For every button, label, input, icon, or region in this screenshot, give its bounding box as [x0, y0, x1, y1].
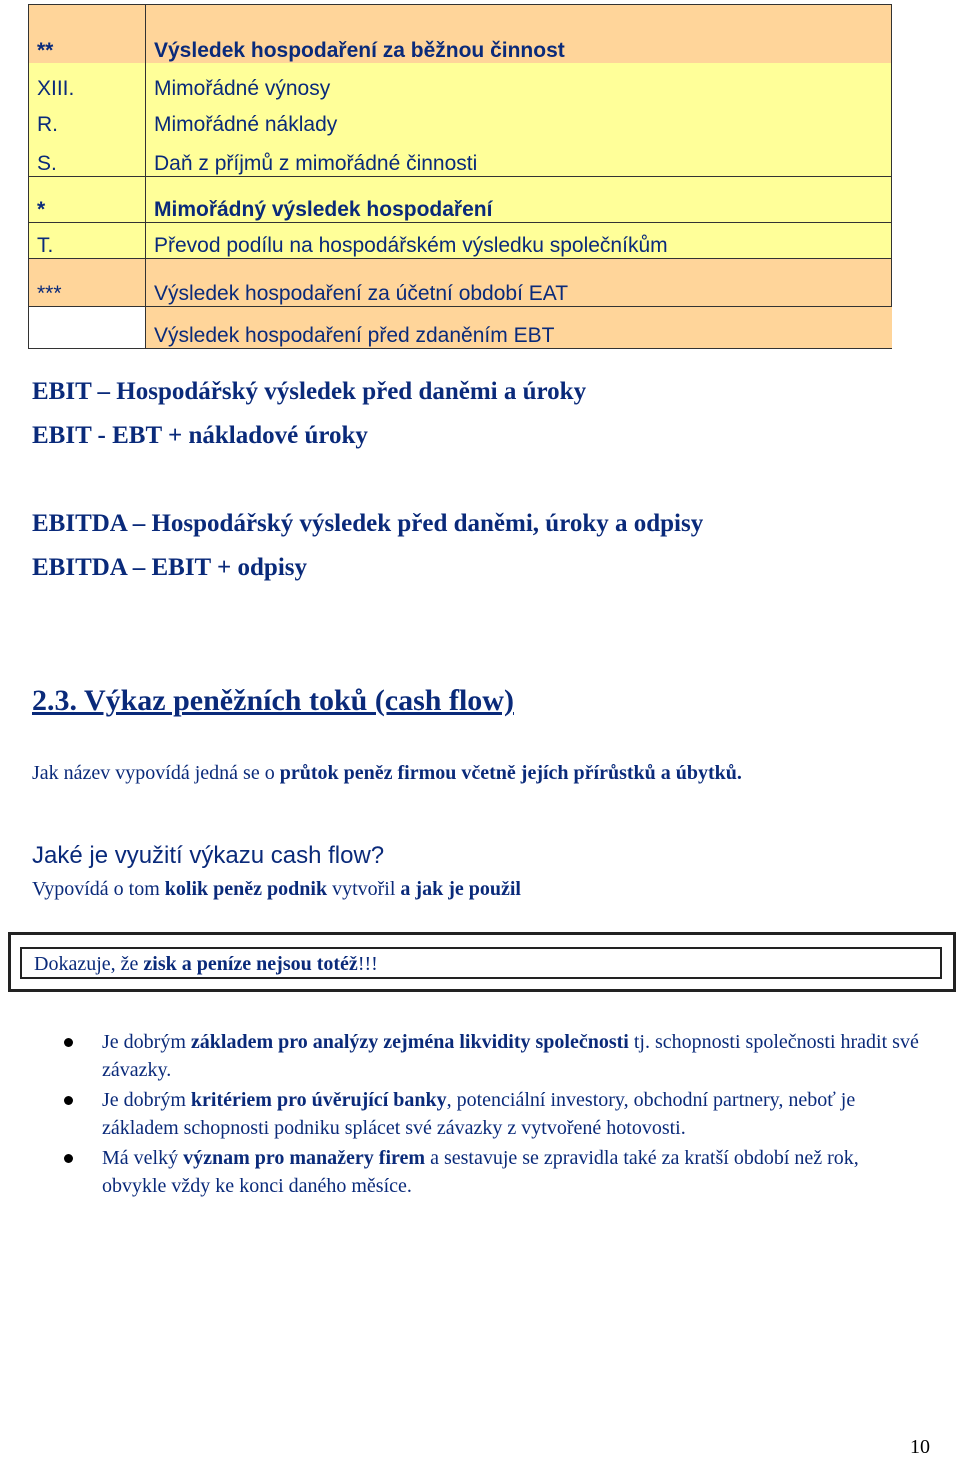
highlight-box-inner — [20, 947, 942, 979]
table-row — [29, 63, 892, 101]
item-bold: kritériem pro úvěrující banky — [190, 1089, 447, 1111]
highlight-plain: Dokazuje, že — [34, 953, 144, 975]
bullet-icon — [64, 1096, 73, 1105]
answer-text: vytvořil — [327, 878, 401, 900]
ebitda-definition: EBITDA – Hospodářský výsledek před daněmi, úroky a odpisy — [32, 510, 704, 537]
answer-text: Vypovídá o tom — [32, 878, 165, 900]
income-statement-table — [28, 4, 892, 349]
bullet-icon — [64, 1154, 73, 1163]
row-label: Mimořádné náklady — [146, 101, 892, 137]
bullet-icon — [64, 1038, 73, 1047]
row-label: Mimořádný výsledek hospodaření — [146, 177, 892, 223]
item-text: , potenciální investory, obchodní partnery, neboť je základem schopnosti podniku splácet své závazky z vytvořené hotovosti. — [102, 1089, 856, 1139]
table-row — [29, 177, 892, 223]
row-code — [29, 307, 146, 349]
answer-bold: kolik peněz podnik — [164, 878, 328, 900]
table-row — [29, 223, 892, 259]
intro-bold: průtok peněz firmou včetně jejích přírůstků a úbytků. — [279, 762, 742, 784]
table-row — [29, 259, 892, 307]
list-item — [62, 1144, 922, 1200]
answer-paragraph — [32, 878, 521, 901]
row-code: ** — [29, 5, 146, 63]
item-bold: základem pro analýzy zejména likvidity společnosti — [190, 1031, 629, 1053]
list-item — [62, 1028, 922, 1084]
table-row — [29, 307, 892, 349]
row-label: Výsledek hospodaření za účetní období EAT — [146, 259, 892, 307]
question-heading: Jaké je využití výkazu cash flow? — [32, 842, 385, 869]
row-label: Mimořádné výnosy — [146, 63, 892, 101]
row-code: XIII. — [29, 63, 146, 101]
row-code: T. — [29, 223, 146, 259]
ebit-definition: EBIT – Hospodářský výsledek před daněmi a úroky — [32, 378, 587, 405]
row-code: S. — [29, 137, 146, 177]
intro-paragraph — [32, 762, 742, 785]
list-item — [62, 1086, 922, 1142]
item-text: Má velký — [102, 1147, 184, 1169]
item-text: tj. schopnosti společnosti hradit své závazky. — [102, 1031, 919, 1081]
row-code: R. — [29, 101, 146, 137]
section-heading: 2.3. Výkaz peněžních toků (cash flow) — [32, 684, 514, 717]
row-label: Daň z příjmů z mimořádné činnosti — [146, 137, 892, 177]
highlight-text — [34, 953, 378, 976]
answer-bold: a jak je použil — [400, 878, 521, 900]
table-row — [29, 5, 892, 63]
item-text: Je dobrým — [102, 1089, 191, 1111]
item-text: Je dobrým — [102, 1031, 191, 1053]
row-label: Převod podílu na hospodářském výsledku společníkům — [146, 223, 892, 259]
highlight-box — [8, 932, 956, 992]
item-text: a sestavuje se zpravidla také za kratší období než rok, obvykle vždy ke konci daného měsíce. — [102, 1147, 859, 1197]
benefits-list — [62, 1028, 922, 1202]
ebit-formula: EBIT - EBT + nákladové úroky — [32, 422, 368, 449]
row-code: * — [29, 177, 146, 223]
row-code: *** — [29, 259, 146, 307]
highlight-exclaim: !!! — [357, 953, 378, 975]
table-row — [29, 137, 892, 177]
item-bold: význam pro manažery firem — [183, 1147, 426, 1169]
row-label: Výsledek hospodaření před zdaněním EBT — [146, 307, 892, 349]
intro-text: Jak název vypovídá jedná se o — [32, 762, 280, 784]
page-number: 10 — [910, 1436, 930, 1458]
row-label: Výsledek hospodaření za běžnou činnost — [146, 5, 892, 63]
ebitda-formula: EBITDA – EBIT + odpisy — [32, 554, 308, 581]
table-row — [29, 101, 892, 137]
highlight-bold: zisk a peníze nejsou totéž — [143, 953, 358, 975]
